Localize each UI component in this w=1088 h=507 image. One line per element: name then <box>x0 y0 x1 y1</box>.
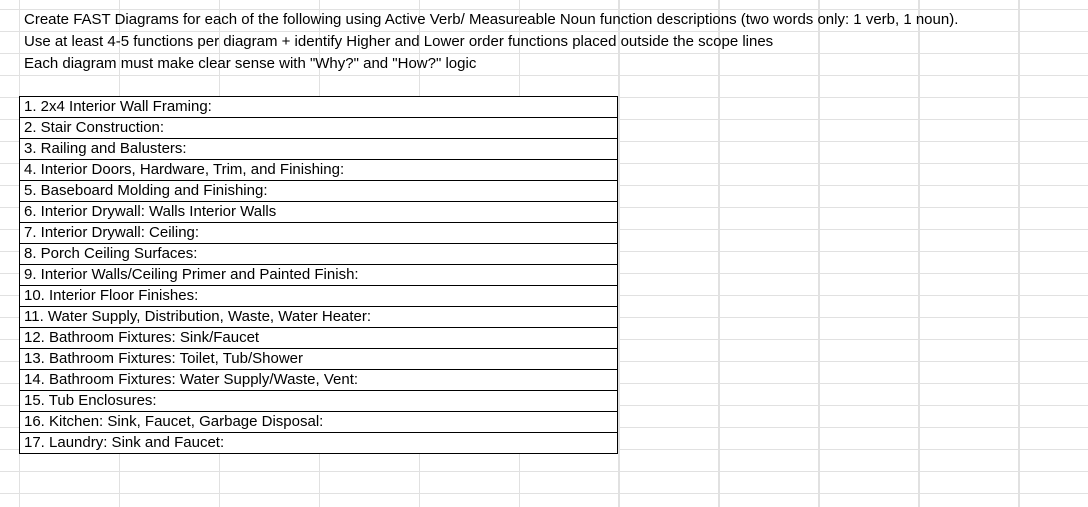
list-cell[interactable]: 12. Bathroom Fixtures: Sink/Faucet <box>20 328 618 349</box>
table-row <box>20 328 618 349</box>
instruction-line-1[interactable]: Create FAST Diagrams for each of the following using Active Verb/ Measureable Noun function descriptions (two words only: 1 verb, 1 noun). <box>24 11 959 28</box>
list-cell[interactable]: 13. Bathroom Fixtures: Toilet, Tub/Shower <box>20 349 618 370</box>
table-row <box>20 286 618 307</box>
column-gridline <box>1018 0 1019 507</box>
assignment-list-table <box>19 96 618 454</box>
list-cell[interactable]: 6. Interior Drywall: Walls Interior Walls <box>20 202 618 223</box>
table-row <box>20 97 618 118</box>
table-row <box>20 433 618 454</box>
table-row <box>20 307 618 328</box>
list-cell[interactable]: 1. 2x4 Interior Wall Framing: <box>20 97 618 118</box>
table-row <box>20 265 618 286</box>
table-row <box>20 202 618 223</box>
column-gridline <box>818 0 819 507</box>
list-cell[interactable]: 10. Interior Floor Finishes: <box>20 286 618 307</box>
table-row <box>20 391 618 412</box>
table-row <box>20 244 618 265</box>
list-cell[interactable]: 7. Interior Drywall: Ceiling: <box>20 223 618 244</box>
table-row <box>20 118 618 139</box>
table-row <box>20 160 618 181</box>
table-row <box>20 139 618 160</box>
instruction-line-3[interactable]: Each diagram must make clear sense with "Why?" and "How?" logic <box>24 55 477 72</box>
table-row <box>20 349 618 370</box>
table-row <box>20 223 618 244</box>
list-cell[interactable]: 5. Baseboard Molding and Finishing: <box>20 181 618 202</box>
list-cell[interactable]: 11. Water Supply, Distribution, Waste, Water Heater: <box>20 307 618 328</box>
column-gridline <box>618 0 619 507</box>
list-cell[interactable]: 17. Laundry: Sink and Faucet: <box>20 433 618 454</box>
column-gridline <box>918 0 919 507</box>
table-row <box>20 412 618 433</box>
column-gridline <box>718 0 719 507</box>
list-cell[interactable]: 3. Railing and Balusters: <box>20 139 618 160</box>
instruction-line-2[interactable]: Use at least 4-5 functions per diagram + identify Higher and Lower order functions placed outside the scope lines <box>24 33 774 50</box>
list-cell[interactable]: 15. Tub Enclosures: <box>20 391 618 412</box>
list-cell[interactable]: 16. Kitchen: Sink, Faucet, Garbage Disposal: <box>20 412 618 433</box>
list-cell[interactable]: 8. Porch Ceiling Surfaces: <box>20 244 618 265</box>
table-row <box>20 370 618 391</box>
table-row <box>20 181 618 202</box>
list-cell[interactable]: 4. Interior Doors, Hardware, Trim, and Finishing: <box>20 160 618 181</box>
list-cell[interactable]: 9. Interior Walls/Ceiling Primer and Painted Finish: <box>20 265 618 286</box>
list-cell[interactable]: 14. Bathroom Fixtures: Water Supply/Waste, Vent: <box>20 370 618 391</box>
list-cell[interactable]: 2. Stair Construction: <box>20 118 618 139</box>
